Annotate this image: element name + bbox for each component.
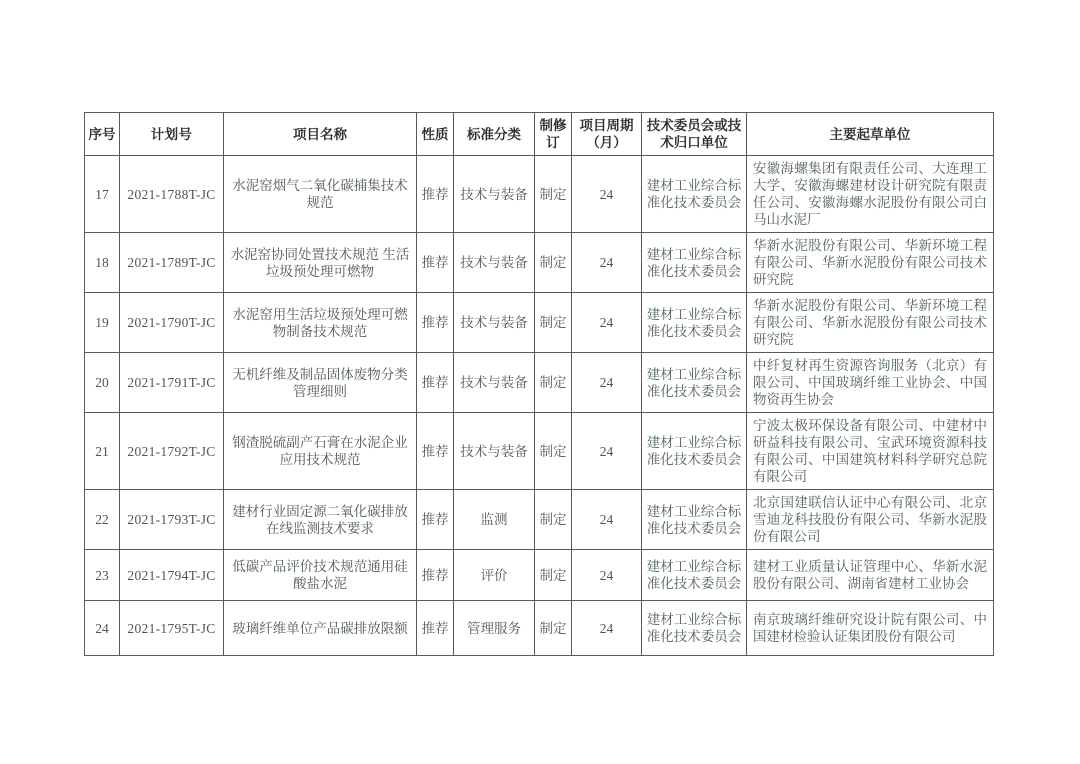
cell-drafters: 北京国建联信认证中心有限公司、北京雪迪龙科技股份有限公司、华新水泥股份有限公司 — [747, 490, 994, 550]
cell-committee: 建材工业综合标准化技术委员会 — [642, 233, 747, 293]
cell-committee: 建材工业综合标准化技术委员会 — [642, 353, 747, 413]
cell-revision: 制定 — [535, 353, 572, 413]
cell-nature: 推荐 — [417, 353, 454, 413]
cell-revision: 制定 — [535, 293, 572, 353]
cell-cycle: 24 — [572, 233, 642, 293]
column-header-committee: 技术委员会或技术归口单位 — [642, 113, 747, 156]
cell-revision: 制定 — [535, 490, 572, 550]
cell-plan_no: 2021-1789T-JC — [120, 233, 224, 293]
cell-name: 水泥窑协同处置技术规范 生活垃圾预处理可燃物 — [224, 233, 417, 293]
cell-plan_no: 2021-1788T-JC — [120, 156, 224, 233]
cell-index: 23 — [85, 550, 120, 601]
cell-drafters: 华新水泥股份有限公司、华新环境工程有限公司、华新水泥股份有限公司技术研究院 — [747, 233, 994, 293]
cell-drafters: 中纤复材再生资源咨询服务（北京）有限公司、中国玻璃纤维工业协会、中国物资再生协会 — [747, 353, 994, 413]
cell-plan_no: 2021-1793T-JC — [120, 490, 224, 550]
cell-category: 技术与装备 — [454, 233, 535, 293]
table-row — [85, 353, 994, 413]
cell-index: 17 — [85, 156, 120, 233]
cell-cycle: 24 — [572, 293, 642, 353]
cell-committee: 建材工业综合标准化技术委员会 — [642, 156, 747, 233]
table-row — [85, 601, 994, 656]
cell-index: 19 — [85, 293, 120, 353]
table-row — [85, 550, 994, 601]
cell-revision: 制定 — [535, 601, 572, 656]
cell-name: 低碳产品评价技术规范通用硅酸盐水泥 — [224, 550, 417, 601]
cell-nature: 推荐 — [417, 156, 454, 233]
cell-index: 21 — [85, 413, 120, 490]
cell-index: 20 — [85, 353, 120, 413]
cell-committee: 建材工业综合标准化技术委员会 — [642, 601, 747, 656]
cell-cycle: 24 — [572, 601, 642, 656]
cell-revision: 制定 — [535, 233, 572, 293]
cell-plan_no: 2021-1792T-JC — [120, 413, 224, 490]
cell-nature: 推荐 — [417, 550, 454, 601]
cell-category: 技术与装备 — [454, 413, 535, 490]
cell-nature: 推荐 — [417, 601, 454, 656]
table-header-row — [85, 113, 994, 156]
cell-plan_no: 2021-1791T-JC — [120, 353, 224, 413]
table-row — [85, 490, 994, 550]
cell-index: 22 — [85, 490, 120, 550]
cell-category: 技术与装备 — [454, 293, 535, 353]
table-row — [85, 293, 994, 353]
cell-index: 24 — [85, 601, 120, 656]
cell-category: 评价 — [454, 550, 535, 601]
cell-name: 水泥窑烟气二氧化碳捕集技术规范 — [224, 156, 417, 233]
column-header-category: 标准分类 — [454, 113, 535, 156]
cell-cycle: 24 — [572, 156, 642, 233]
cell-committee: 建材工业综合标准化技术委员会 — [642, 293, 747, 353]
cell-nature: 推荐 — [417, 293, 454, 353]
table-head — [85, 113, 994, 156]
cell-name: 水泥窑用生活垃圾预处理可燃物制备技术规范 — [224, 293, 417, 353]
cell-category: 技术与装备 — [454, 156, 535, 233]
cell-plan_no: 2021-1795T-JC — [120, 601, 224, 656]
cell-drafters: 安徽海螺集团有限责任公司、大连理工大学、安徽海螺建材设计研究院有限责任公司、安徽海螺水泥股份有限公司白马山水泥厂 — [747, 156, 994, 233]
cell-revision: 制定 — [535, 550, 572, 601]
standards-plan-table — [84, 112, 994, 656]
column-header-cycle: 项目周期（月） — [572, 113, 642, 156]
column-header-revision: 制修订 — [535, 113, 572, 156]
cell-name: 无机纤维及制品固体废物分类管理细则 — [224, 353, 417, 413]
cell-cycle: 24 — [572, 353, 642, 413]
cell-nature: 推荐 — [417, 233, 454, 293]
cell-committee: 建材工业综合标准化技术委员会 — [642, 413, 747, 490]
cell-drafters: 南京玻璃纤维研究设计院有限公司、中国建材检验认证集团股份有限公司 — [747, 601, 994, 656]
cell-drafters: 华新水泥股份有限公司、华新环境工程有限公司、华新水泥股份有限公司技术研究院 — [747, 293, 994, 353]
cell-category: 技术与装备 — [454, 353, 535, 413]
standards-plan-table-container — [84, 112, 993, 656]
table-row — [85, 413, 994, 490]
column-header-drafters: 主要起草单位 — [747, 113, 994, 156]
column-header-nature: 性质 — [417, 113, 454, 156]
cell-committee: 建材工业综合标准化技术委员会 — [642, 490, 747, 550]
cell-drafters: 建材工业质量认证管理中心、华新水泥股份有限公司、湖南省建材工业协会 — [747, 550, 994, 601]
cell-category: 监测 — [454, 490, 535, 550]
table-body — [85, 156, 994, 656]
cell-plan_no: 2021-1790T-JC — [120, 293, 224, 353]
cell-committee: 建材工业综合标准化技术委员会 — [642, 550, 747, 601]
table-row — [85, 233, 994, 293]
cell-cycle: 24 — [572, 550, 642, 601]
column-header-plan_no: 计划号 — [120, 113, 224, 156]
cell-category: 管理服务 — [454, 601, 535, 656]
cell-drafters: 宁波太极环保设备有限公司、中建材中研益科技有限公司、宝武环境资源科技有限公司、中国建筑材料科学研究总院有限公司 — [747, 413, 994, 490]
cell-name: 建材行业固定源二氧化碳排放在线监测技术要求 — [224, 490, 417, 550]
cell-cycle: 24 — [572, 413, 642, 490]
table-row — [85, 156, 994, 233]
column-header-name: 项目名称 — [224, 113, 417, 156]
cell-plan_no: 2021-1794T-JC — [120, 550, 224, 601]
cell-nature: 推荐 — [417, 490, 454, 550]
cell-cycle: 24 — [572, 490, 642, 550]
cell-revision: 制定 — [535, 156, 572, 233]
cell-name: 玻璃纤维单位产品碳排放限额 — [224, 601, 417, 656]
cell-revision: 制定 — [535, 413, 572, 490]
cell-name: 钢渣脱硫副产石膏在水泥企业应用技术规范 — [224, 413, 417, 490]
column-header-index: 序号 — [85, 113, 120, 156]
cell-index: 18 — [85, 233, 120, 293]
cell-nature: 推荐 — [417, 413, 454, 490]
